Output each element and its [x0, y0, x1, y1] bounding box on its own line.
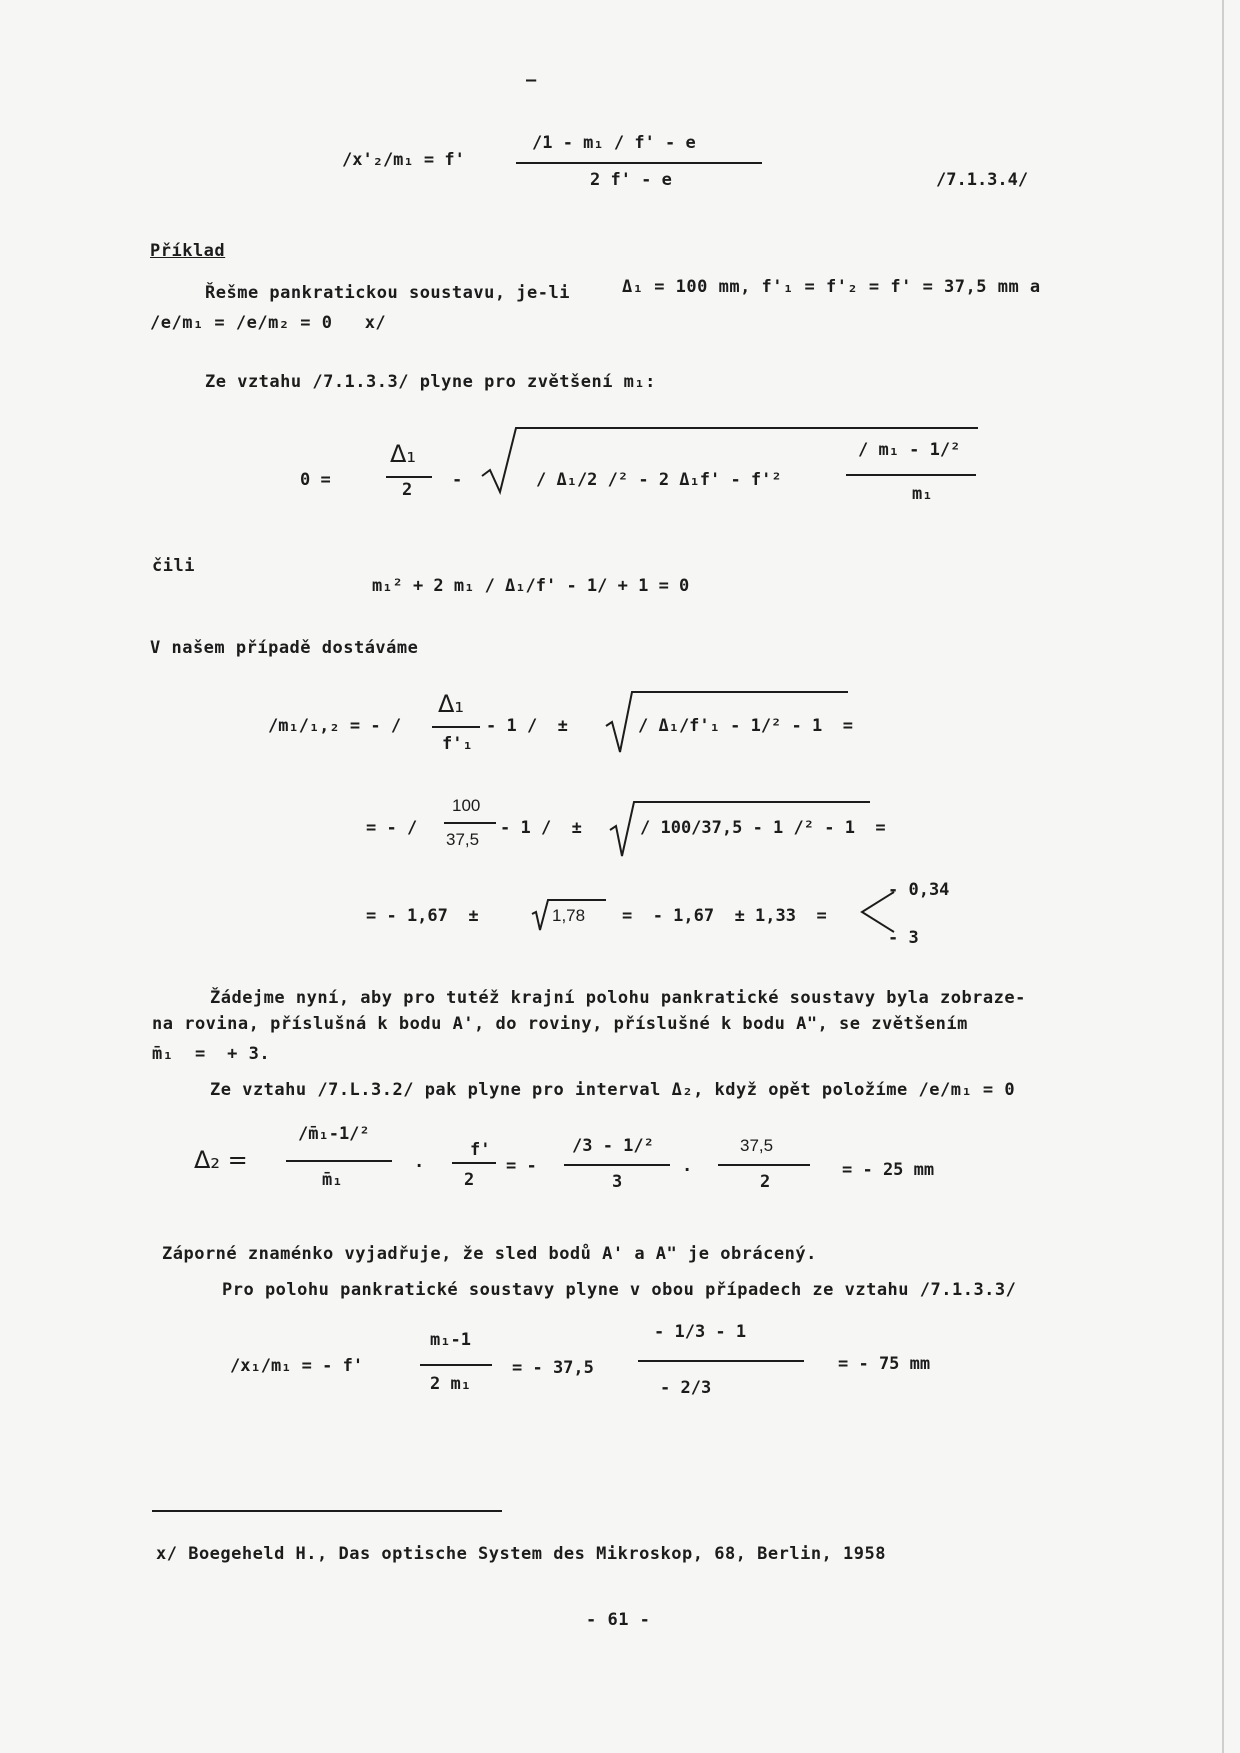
eq-delta2-f4-num: 37,5 — [740, 1136, 774, 1155]
eq-numeric-sqrt-inner: / 100/37,5 - 1 /² - 1 = — [640, 818, 886, 838]
eq-sqrt-lhs: 0 = — [300, 470, 331, 490]
eq-7134-fraction-bar — [516, 162, 762, 164]
para1-line2: /e/m₁ = /e/m₂ = 0 x/ — [150, 313, 387, 333]
para3-line1: Žádejme nyní, aby pro tutéž krajní polohu pankratické soustavy byla zobraze- — [210, 988, 1026, 1008]
eq-delta2-f4-bar — [718, 1164, 810, 1166]
eq-sqrt-frac1-bar — [386, 476, 432, 478]
eq-delta2-result: = - 25 mm — [842, 1160, 935, 1180]
eq-delta2-eq: = - — [506, 1156, 537, 1176]
eq-result-val2: - 3 — [888, 928, 919, 948]
eq-7134-lhs: /x'₂/m₁ = f' — [342, 150, 465, 170]
footnote-rule — [152, 1510, 502, 1512]
eq-delta2-f3-den: 3 — [612, 1172, 623, 1192]
eq-delta2-f3-bar — [564, 1164, 670, 1166]
eq-x1-f2-bar — [638, 1360, 804, 1362]
para3-line2: na rovina, příslušná k bodu A', do roviny, příslušné k bodu A", se zvětšením — [152, 1014, 968, 1034]
eq-sqrt-minus: - — [452, 470, 463, 490]
para6: Pro polohu pankratické soustavy plyne v obou případech ze vztahu /7.1.3.3/ — [222, 1280, 1017, 1300]
page-number: - 61 - — [586, 1610, 651, 1630]
eq-delta2-lhs: Δ₂ = — [194, 1146, 248, 1174]
v-nasem-pripade: V našem případě dostáváme — [150, 638, 419, 658]
eq-7134-denominator: 2 f' - e — [590, 170, 672, 190]
eq-delta2-f2-num: f' — [470, 1140, 491, 1160]
eq-x1-f1-bar — [420, 1364, 492, 1366]
eq-7134-numerator: /1 - m₁ / f' - e — [532, 133, 696, 153]
para1-line1: Řešme pankratickou soustavu, je-li — [205, 283, 570, 303]
eq-numeric-mid: - 1 / ± — [500, 818, 582, 838]
eq-numeric-frac-num: 100 — [452, 796, 481, 815]
eq-sqrt-frac1-den: 2 — [402, 480, 413, 500]
eq-delta2-f3-num: /3 - 1/² — [572, 1136, 654, 1156]
eq-m12-mid: - 1 / ± — [486, 716, 568, 736]
eq-sqrt-frac2-bar — [846, 474, 976, 476]
eq-x1-lhs: /x₁/m₁ = - f' — [230, 1356, 364, 1376]
eq-m12-frac-num: Δ₁ — [438, 690, 465, 718]
eq-x1-f2-num: - 1/3 - 1 — [654, 1322, 747, 1342]
eq-numeric-frac-den: 37,5 — [446, 830, 480, 849]
eq-result-val1: - 0,34 — [888, 880, 950, 900]
eq-x1-f2-den: - 2/3 — [660, 1378, 712, 1398]
eq-m12-sqrt-inner: / Δ₁/f'₁ - 1/² - 1 = — [638, 716, 853, 736]
eq-sqrt-frac1-num: Δ₁ — [390, 440, 417, 468]
para4: Ze vztahu /7.L.3.2/ pak plyne pro interval Δ₂, když opět položíme /e/m₁ = 0 — [210, 1080, 1016, 1100]
eq-delta2-dot2: . — [682, 1156, 693, 1176]
eq-m12-frac-bar — [432, 726, 480, 728]
eq-numeric-prefix: = - / — [366, 818, 418, 838]
para5: Záporné znaménko vyjadřuje, že sled bodů A' a A" je obrácený. — [162, 1244, 817, 1264]
example-heading: Příklad — [150, 241, 226, 261]
eq-delta2-f1-bar — [286, 1160, 392, 1162]
eq-result-text2: = - 1,67 ± 1,33 = — [622, 906, 827, 926]
eq-m12-lhs: /m₁/₁,₂ = - / — [268, 716, 402, 736]
eq-x1-result: = - 75 mm — [838, 1354, 931, 1374]
page-edge — [1222, 0, 1224, 1753]
eq-quadratic: m₁² + 2 m₁ / Δ₁/f' - 1/ + 1 = 0 — [372, 576, 690, 596]
eq-result-text: = - 1,67 ± — [366, 906, 479, 926]
eq-delta2-f4-den: 2 — [760, 1172, 771, 1192]
top-mark: – — [526, 70, 537, 90]
eq-result-sqrt-val: 1,78 — [552, 906, 586, 925]
para2: Ze vztahu /7.1.3.3/ plyne pro zvětšení m₁: — [205, 372, 656, 392]
eq-delta2-f1-den: m̄₁ — [322, 1170, 343, 1190]
cili: čili — [152, 556, 195, 576]
eq-delta2-f1-num: /m̄₁-1/² — [298, 1124, 370, 1144]
eq-sqrt-inner: / Δ₁/2 /² - 2 Δ₁f' - f'² — [536, 470, 782, 490]
eq-sqrt-frac2-num: / m₁ - 1/² — [858, 440, 961, 460]
eq-x1-f1-num: m₁-1 — [430, 1330, 471, 1350]
eq-x1-f1-den: 2 m₁ — [430, 1374, 471, 1394]
footnote: x/ Boegeheld H., Das optische System des Mikroskop, 68, Berlin, 1958 — [156, 1544, 886, 1564]
eq-delta2-dot1: . — [414, 1152, 425, 1172]
eq-delta2-f2-bar — [452, 1162, 496, 1164]
eq-numeric-frac-bar — [444, 822, 496, 824]
eq-7134-label: /7.1.3.4/ — [936, 170, 1029, 190]
eq-m12-frac-den: f'₁ — [442, 734, 473, 754]
eq-x1-eq: = - 37,5 — [512, 1358, 594, 1378]
para3-line3: m̄₁ = + 3. — [152, 1044, 271, 1064]
eq-sqrt-frac2-den: m₁ — [912, 484, 933, 504]
para1-condition: Δ₁ = 100 mm, f'₁ = f'₂ = f' = 37,5 mm a — [622, 277, 1041, 297]
eq-delta2-f2-den: 2 — [464, 1170, 475, 1190]
